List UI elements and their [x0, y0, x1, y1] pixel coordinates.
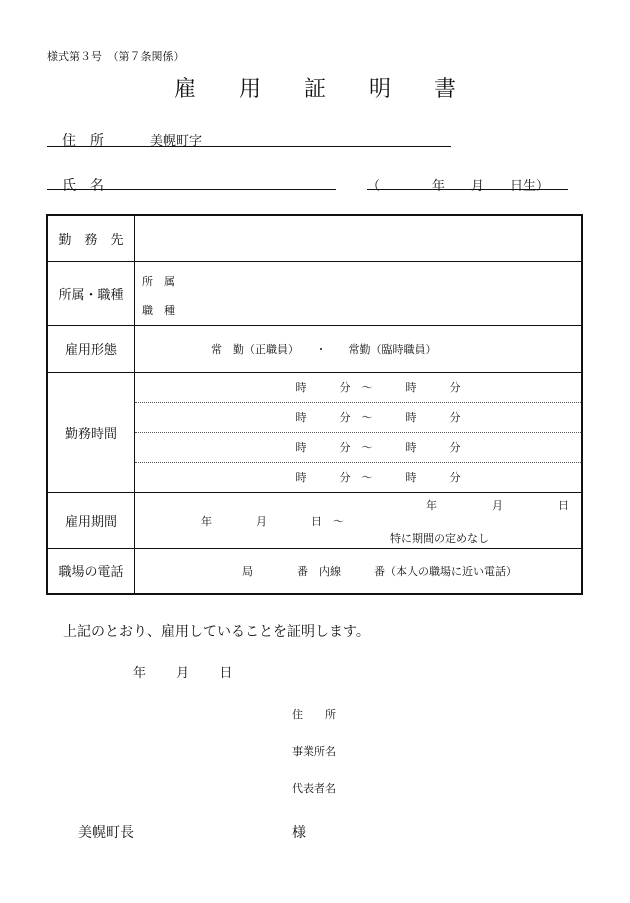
- hours-row: 時 分 ～ 時 分: [135, 433, 581, 463]
- addressee-honorific: 様: [292, 825, 306, 841]
- period-start-date: 年 月 日 ～: [201, 514, 344, 528]
- name-underline[interactable]: [47, 189, 336, 190]
- hours-row: 時 分 ～ 時 分: [135, 373, 581, 403]
- title-char: 証: [303, 77, 326, 102]
- row-period: [47, 492, 582, 548]
- row-phone: [47, 548, 582, 594]
- birth-date: （ 年 月 日生）: [367, 179, 550, 194]
- address-label: 住 所: [62, 133, 104, 149]
- period-field[interactable]: [135, 492, 583, 548]
- affiliation-field[interactable]: [135, 261, 583, 325]
- date-month: 月: [176, 666, 190, 681]
- row-employment-type: [47, 325, 582, 372]
- signer-rep-label: 代表者名: [292, 782, 336, 795]
- form-number: 様式第３号 （第７条関係）: [47, 50, 185, 63]
- row-workplace: [47, 215, 582, 261]
- affiliation-label: 所属・職種: [47, 261, 135, 325]
- hours-field[interactable]: [135, 372, 583, 492]
- employment-table: [46, 214, 583, 595]
- employment-type-field[interactable]: [135, 325, 583, 372]
- signer-address-label: 住 所: [292, 708, 336, 721]
- period-end-date: 年 月 日: [426, 498, 569, 512]
- birth-underline: [367, 189, 568, 190]
- title-char: 明: [369, 77, 392, 102]
- certification-statement: 上記のとおり、雇用していることを証明します。: [63, 624, 370, 640]
- row-hours: [47, 372, 582, 492]
- signer-office-label: 事業所名: [292, 745, 336, 758]
- phone-text: 局 番 内線 番（本人の職場に近い電話）: [242, 564, 517, 578]
- phone-field[interactable]: [135, 548, 583, 594]
- date-year: 年: [133, 666, 147, 681]
- employment-type-label: 雇用形態: [47, 325, 135, 372]
- period-label: 雇用期間: [47, 492, 135, 548]
- title-char: 雇: [173, 77, 196, 102]
- workplace-field[interactable]: [135, 215, 583, 261]
- issue-date[interactable]: [133, 662, 258, 681]
- addressee-mayor: 美幌町長: [78, 825, 134, 841]
- hours-label: 勤務時間: [47, 372, 135, 492]
- affiliation-dept: 所 属: [142, 274, 175, 288]
- phone-label: 職場の電話: [47, 548, 135, 594]
- affiliation-job: 職 種: [142, 303, 175, 317]
- name-label: 氏 名: [62, 178, 104, 194]
- title-char: 用: [238, 77, 261, 102]
- title-char: 書: [434, 77, 457, 102]
- period-no-limit: 特に期間の定めなし: [390, 531, 489, 545]
- hours-row: 時 分 ～ 時 分: [135, 403, 581, 433]
- workplace-label: 勤 務 先: [47, 215, 135, 261]
- address-underline: [47, 146, 451, 147]
- hours-row: 時 分 ～ 時 分: [295, 470, 461, 484]
- date-day: 日: [219, 666, 233, 681]
- row-affiliation: [47, 261, 582, 325]
- document-title: [0, 72, 630, 103]
- employment-type-options: 常 勤（正職員） ・ 常勤（臨時職員）: [211, 342, 437, 356]
- address-value[interactable]: 美幌町字: [150, 134, 203, 149]
